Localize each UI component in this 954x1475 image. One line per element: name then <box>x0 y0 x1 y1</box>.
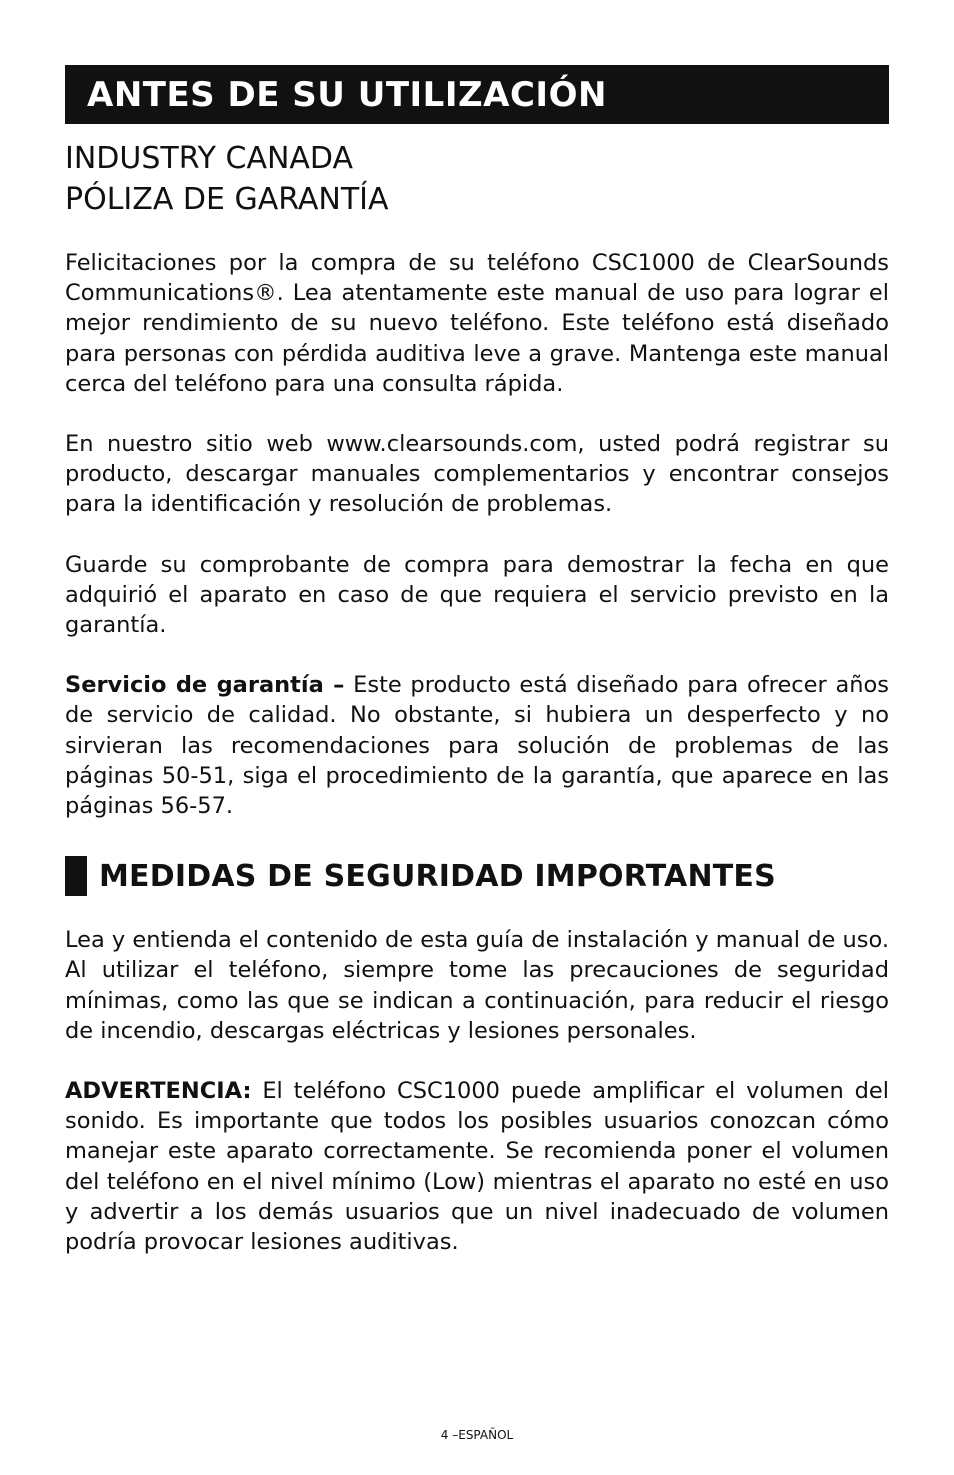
intro-paragraph-3: Guarde su comprobante de compra para demostrar la fecha en que adquirió el aparato en caso de que requiera el servicio previsto en la garantía. <box>65 551 889 639</box>
subtitle-line-1: INDUSTRY CANADA <box>65 141 354 176</box>
warranty-service-paragraph <box>65 670 889 821</box>
page-number-footer: 4 –ESPAÑOL <box>440 1428 514 1442</box>
subtitle-block <box>65 138 889 220</box>
safety-section-heading <box>65 855 889 897</box>
manual-page <box>65 65 889 1257</box>
intro-paragraph-2: En nuestro sitio web www.clearsounds.com, usted podrá registrar su producto, descargar manuales complementarios y encontrar consejos para la identificación y resolución de problemas. <box>65 431 889 518</box>
warning-paragraph <box>65 1076 889 1257</box>
title-banner <box>65 65 889 124</box>
warranty-service-text: Este producto está diseñado para ofrecer años de servicio de calidad. No obstante, si hubiera un desperfecto y no sirvieran las recomendaciones para solución de problemas de las páginas 50-51, siga el procedimiento de la garantía, que aparece en las páginas 56-57. <box>65 672 889 820</box>
safety-paragraph-1: Lea y entienda el contenido de esta guía de instalación y manual de uso. Al utilizar el teléfono, siempre tome las precauciones de seguridad mínimas, como las que se indican a continuación, para reducir el riesgo de incendio, descargas eléctricas y lesiones personales. <box>65 927 889 1044</box>
subtitle-line-2: PÓLIZA DE GARANTÍA <box>65 182 389 217</box>
warning-text: El teléfono CSC1000 puede amplificar el volumen del sonido. Es importante que todos los posibles usuarios conozcan cómo manejar este aparato correctamente. Se recomienda poner el volumen del teléfono en el nivel mínimo (Low) mientras el aparato no esté en uso y advertir a los demás usuarios que un nivel inadecuado de volumen podría provocar lesiones auditivas. <box>65 1078 889 1256</box>
warranty-service-lead: Servicio de garantía – <box>65 672 345 699</box>
page-title: ANTES DE SU UTILIZACIÓN <box>87 74 607 115</box>
safety-heading-text: MEDIDAS DE SEGURIDAD IMPORTANTES <box>99 858 776 894</box>
warning-lead: ADVERTENCIA: <box>65 1078 252 1105</box>
section-marker-bar <box>65 856 87 896</box>
intro-paragraph-1: Felicitaciones por la compra de su teléfono CSC1000 de ClearSounds Communications®. Lea atentamente este manual de uso para lograr el mejor rendimiento de su nuevo teléfono. Este teléfono está diseñado para personas con pérdida auditiva leve a grave. Mantenga este manual cerca del teléfono para una consulta rápida. <box>65 250 889 397</box>
